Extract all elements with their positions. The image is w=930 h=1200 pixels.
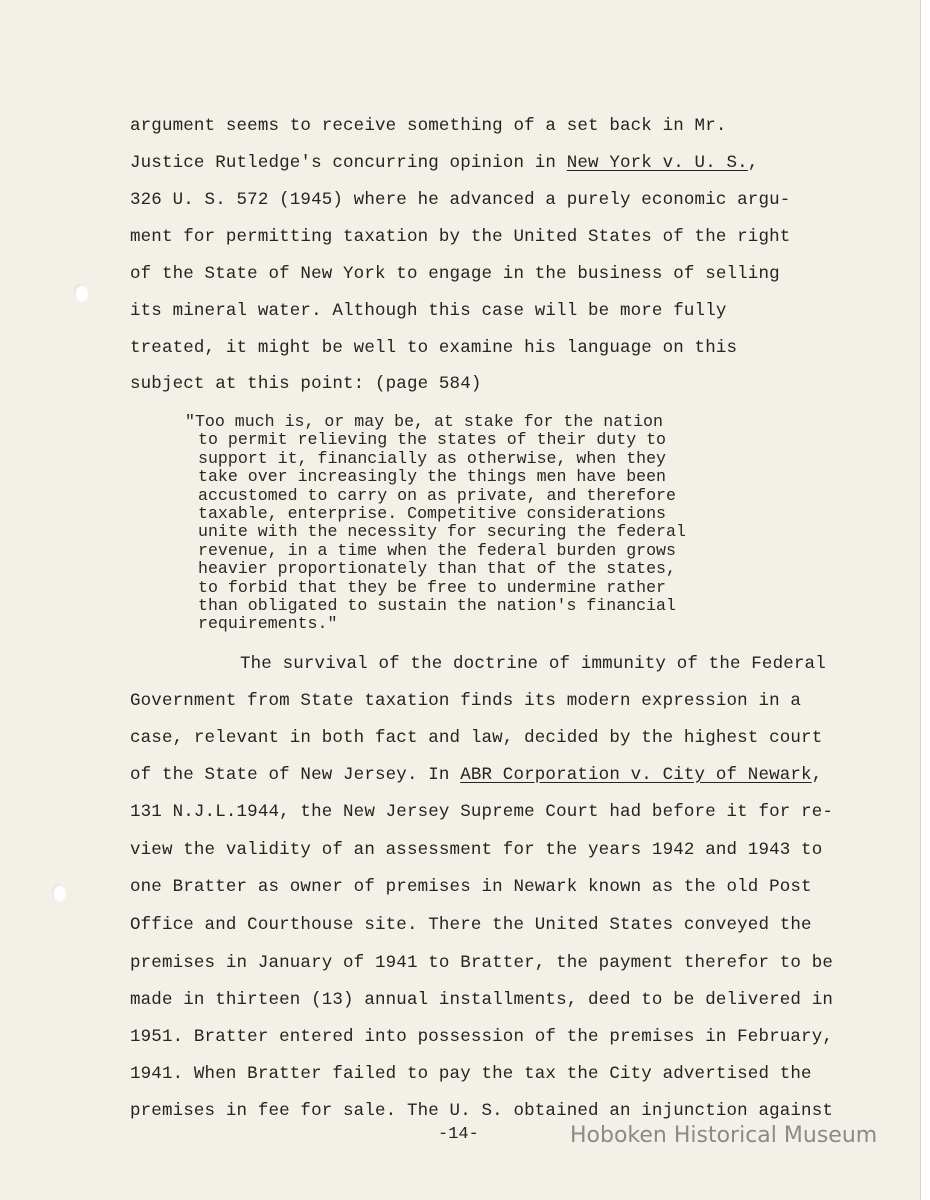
text-line: of the State of New Jersey. In ABR Corporation v. City of Newark, (130, 765, 823, 785)
quote-line: unite with the necessity for securing the federal (198, 522, 686, 542)
text-line: premises in January of 1941 to Bratter, the payment therefor to be (130, 953, 834, 973)
text-line: 131 N.J.L.1944, the New Jersey Supreme Court had before it for re- (130, 802, 834, 822)
quote-line: support it, financially as otherwise, when they (198, 448, 667, 468)
text-line: 1941. When Bratter failed to pay the tax the City advertised the (130, 1064, 812, 1084)
text-line: Justice Rutledge's concurring opinion in New York v. U. S., (130, 153, 759, 173)
punch-hole (74, 284, 88, 302)
text-line: made in thirteen (13) annual installments, deed to be delivered in (130, 990, 834, 1010)
page-number: -14- (438, 1125, 479, 1144)
quote-line: taxable, enterprise. Competitive considerations (198, 504, 667, 524)
text-line: premises in fee for sale. The U. S. obtained an injunction against (130, 1101, 834, 1121)
text-line: 1951. Bratter entered into possession of the premises in February, (130, 1027, 834, 1047)
text-line: ment for permitting taxation by the United States of the right (130, 227, 791, 247)
quote-line: requirements." (198, 614, 338, 634)
quote-line: heavier proportionately than that of the states, (198, 559, 676, 579)
text-line: subject at this point: (page 584) (130, 374, 482, 394)
quote-line: "Too much is, or may be, at stake for the nation (185, 412, 663, 431)
quote-line: than obligated to sustain the nation's financial (198, 596, 676, 616)
text-line: its mineral water. Although this case will be more fully (130, 301, 727, 321)
block-quote (185, 413, 686, 634)
text-line: treated, it might be well to examine his language on this (130, 338, 738, 358)
quote-line: take over increasingly the things men have been (198, 467, 667, 487)
quote-line: to forbid that they be free to undermine rather (198, 577, 667, 597)
quote-line: revenue, in a time when the federal burden grows (198, 540, 676, 560)
case-citation: New York v. U. S. (566, 153, 748, 173)
quote-line: to permit relieving the states of their duty to (198, 430, 667, 450)
text-line: Office and Courthouse site. There the United States conveyed the (130, 915, 812, 935)
case-citation: ABR Corporation v. City of Newark (460, 765, 812, 785)
text-line: 326 U. S. 572 (1945) where he advanced a purely economic argu- (130, 190, 791, 210)
punch-hole (52, 884, 66, 902)
text-line: Government from State taxation finds its modern expression in a (130, 691, 802, 711)
text-line: The survival of the doctrine of immunity of the Federal (240, 654, 826, 674)
text-line: case, relevant in both fact and law, decided by the highest court (130, 728, 823, 748)
text-line: one Bratter as owner of premises in Newark known as the old Post (130, 877, 812, 897)
museum-watermark: Hoboken Historical Museum (570, 1123, 878, 1148)
text-line: argument seems to receive something of a set back in Mr. (130, 116, 727, 136)
text-line: of the State of New York to engage in the business of selling (130, 264, 780, 284)
quote-line: accustomed to carry on as private, and therefore (198, 485, 676, 505)
text-line: view the validity of an assessment for the years 1942 and 1943 to (130, 840, 823, 860)
